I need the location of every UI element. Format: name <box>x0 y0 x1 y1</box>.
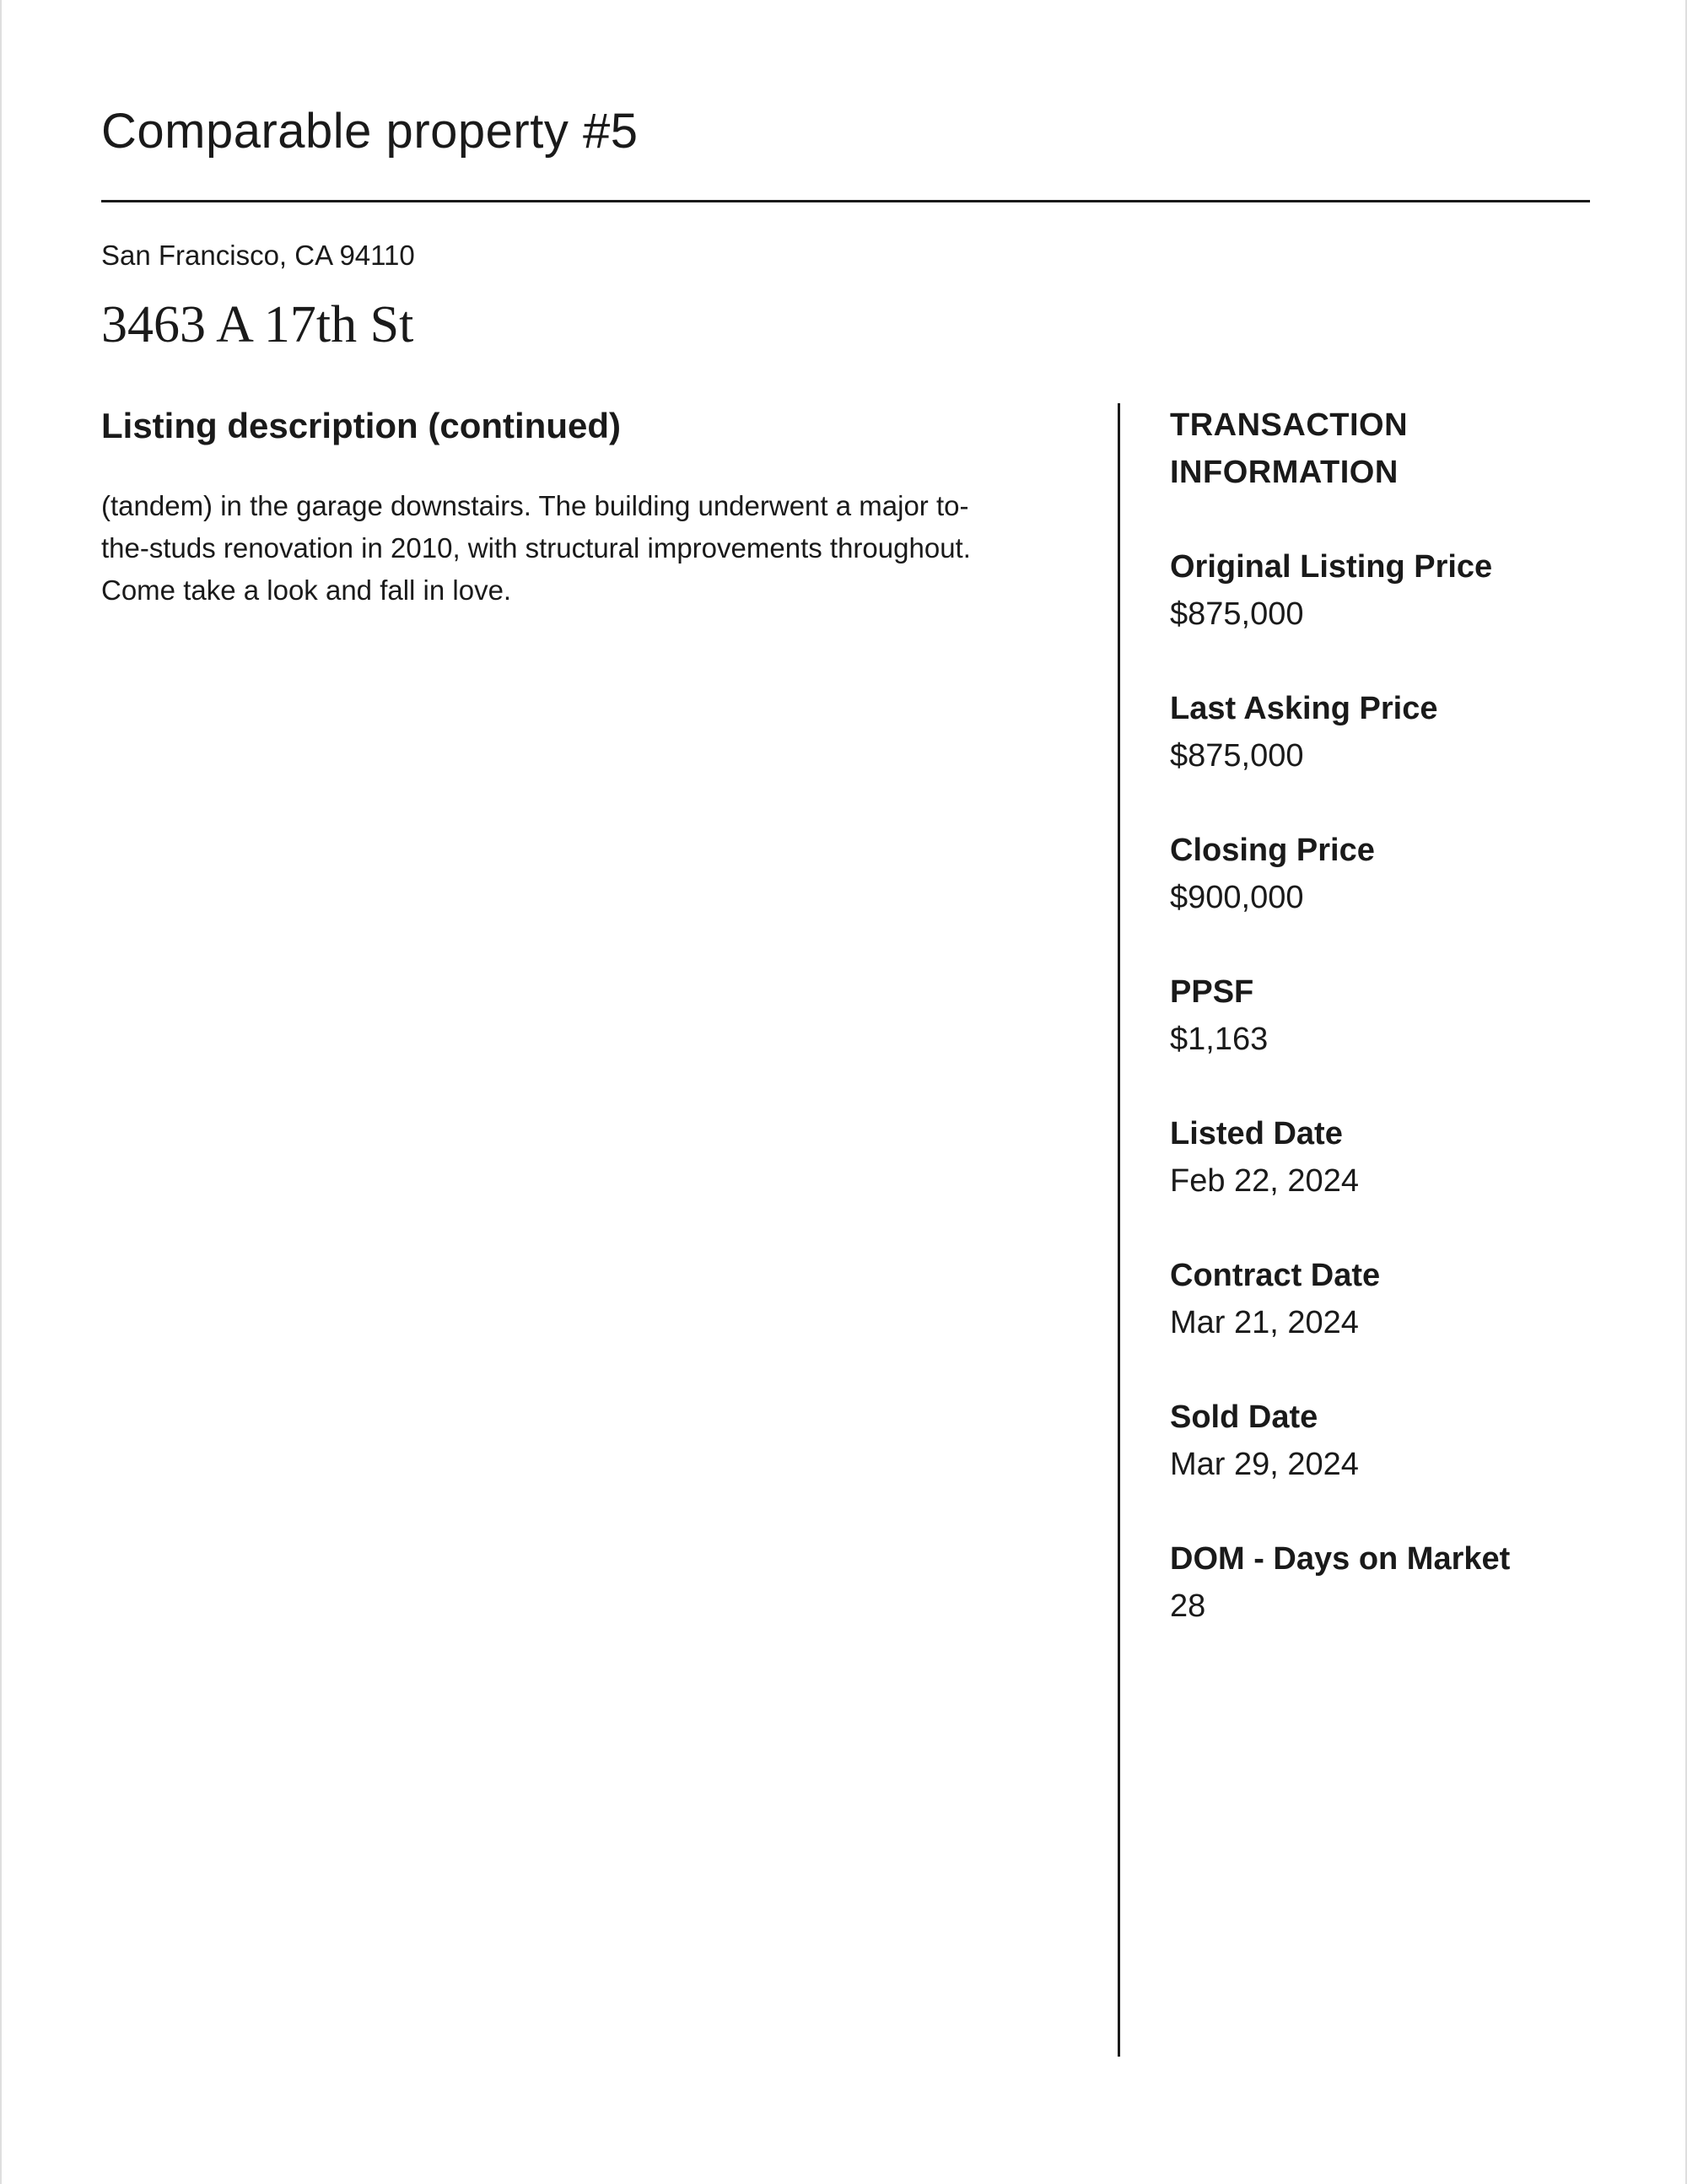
description-line: (tandem) in the garage downstairs. The building underwent a major to- <box>101 490 969 521</box>
listing-description-heading: Listing description (continued) <box>101 406 621 445</box>
heading-line: TRANSACTION <box>1170 407 1409 443</box>
field-value: Mar 21, 2024 <box>1170 1305 1359 1340</box>
field-label: Last Asking Price <box>1170 691 1438 726</box>
field-label: PPSF <box>1170 974 1254 1010</box>
title-divider <box>101 200 1590 202</box>
field-closing-price <box>1170 827 1659 921</box>
field-label: Contract Date <box>1170 1258 1381 1293</box>
field-label: Original Listing Price <box>1170 549 1493 585</box>
field-ppsf <box>1170 968 1659 1063</box>
field-value: $1,163 <box>1170 1022 1269 1057</box>
field-value: $875,000 <box>1170 596 1304 632</box>
field-listed-date <box>1170 1110 1659 1205</box>
column-divider <box>1118 403 1120 2057</box>
field-last-asking-price <box>1170 685 1659 779</box>
field-original-listing-price <box>1170 543 1659 638</box>
field-value: Mar 29, 2024 <box>1170 1447 1359 1482</box>
property-city-line: San Francisco, CA 94110 <box>101 240 415 271</box>
heading-line: INFORMATION <box>1170 455 1399 490</box>
transaction-information-panel <box>1170 402 1659 1677</box>
property-street-address: 3463 A 17th St <box>101 296 414 353</box>
page-title: Comparable property #5 <box>101 104 639 159</box>
field-value: $875,000 <box>1170 738 1304 774</box>
field-label: Closing Price <box>1170 833 1375 868</box>
listing-description-body <box>101 485 1046 612</box>
field-value: 28 <box>1170 1588 1206 1624</box>
description-line: the-studs renovation in 2010, with structural improvements throughout. <box>101 532 971 564</box>
page-edge-left <box>0 0 2 2184</box>
transaction-information-heading <box>1170 402 1659 496</box>
field-contract-date <box>1170 1252 1659 1346</box>
field-label: Listed Date <box>1170 1116 1343 1151</box>
field-label: DOM - Days on Market <box>1170 1541 1511 1577</box>
field-sold-date <box>1170 1394 1659 1488</box>
field-label: Sold Date <box>1170 1399 1318 1435</box>
description-line: Come take a look and fall in love. <box>101 574 512 606</box>
field-days-on-market <box>1170 1535 1659 1630</box>
field-value: $900,000 <box>1170 880 1304 915</box>
field-value: Feb 22, 2024 <box>1170 1163 1359 1199</box>
